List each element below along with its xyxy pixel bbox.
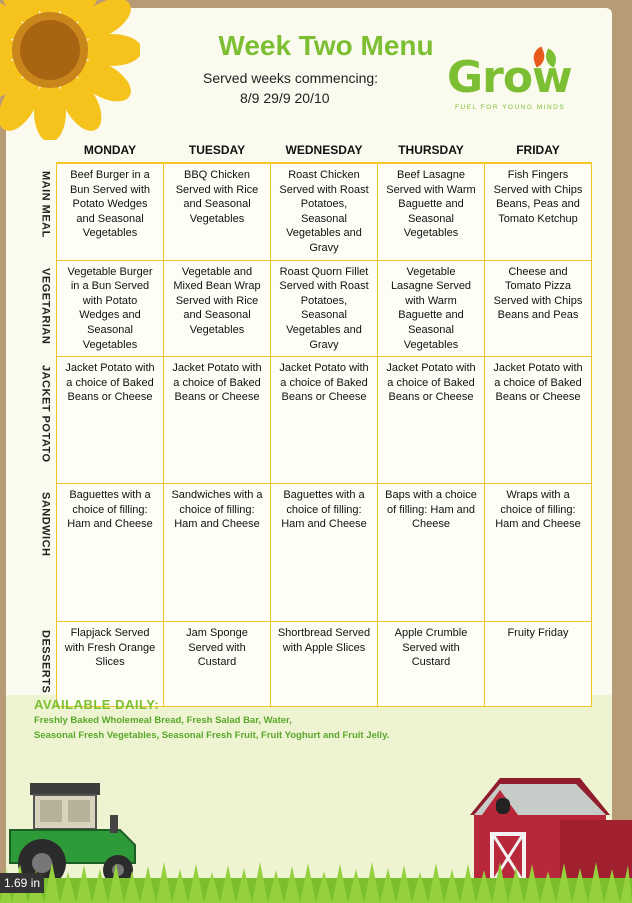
menu-title: Week Two Menu bbox=[218, 30, 434, 61]
menu-cell: Jacket Potato with a choice of Baked Beans or Cheese bbox=[485, 357, 592, 484]
menu-cell: Sandwiches with a choice of filling: Ham and Cheese bbox=[164, 484, 271, 622]
menu-cell: Vegetable Burger in a Bun Served with Potato Wedges and Seasonal Vegetables bbox=[57, 260, 164, 357]
served-weeks-label: Served weeks commencing: bbox=[203, 70, 379, 86]
menu-cell: Cheese and Tomato Pizza Served with Chips Beans and Peas bbox=[485, 260, 592, 357]
day-header: MONDAY bbox=[57, 138, 164, 163]
menu-cell: Fish Fingers Served with Chips Beans, Peas and Tomato Ketchup bbox=[485, 163, 592, 260]
menu-cell: Baguettes with a choice of filling: Ham and Cheese bbox=[57, 484, 164, 622]
zoom-indicator: 1.69 in bbox=[0, 873, 44, 893]
logo-tagline: FUEL FOR YOUNG MINDS bbox=[455, 104, 566, 111]
table-row bbox=[34, 357, 592, 484]
day-header: THURSDAY bbox=[378, 138, 485, 163]
available-daily-heading: AVAILABLE DAILY: bbox=[34, 697, 160, 712]
menu-cell: Jacket Potato with a choice of Baked Beans or Cheese bbox=[164, 357, 271, 484]
available-daily-line: Seasonal Fresh Vegetables, Seasonal Fresh Fruit, Fruit Yoghurt and Fruit Jelly. bbox=[34, 730, 390, 741]
menu-cell: Jacket Potato with a choice of Baked Beans or Cheese bbox=[271, 357, 378, 484]
menu-cell: Vegetable Lasagne Served with Warm Baguette and Seasonal Vegetables bbox=[378, 260, 485, 357]
menu-cell: Beef Lasagne Served with Warm Baguette and Seasonal Vegetables bbox=[378, 163, 485, 260]
served-dates: 8/9 29/9 20/10 bbox=[240, 90, 330, 106]
menu-cell: Shortbread Served with Apple Slices bbox=[271, 622, 378, 707]
table-row bbox=[34, 163, 592, 260]
row-label: VEGETARIAN bbox=[39, 268, 52, 345]
row-label: DESSERTS bbox=[39, 629, 52, 693]
table-row bbox=[34, 622, 592, 707]
row-label: JACKET POTATO bbox=[39, 364, 52, 463]
menu-cell: Fruity Friday bbox=[485, 622, 592, 707]
available-daily-line: Freshly Baked Wholemeal Bread, Fresh Salad Bar, Water, bbox=[34, 715, 292, 726]
sunflower-illustration bbox=[0, 0, 140, 140]
grow-logo bbox=[447, 48, 597, 118]
menu-cell: Baps with a choice of filling: Ham and Cheese bbox=[378, 484, 485, 622]
menu-cell: Roast Chicken Served with Roast Potatoes, Seasonal Vegetables and Gravy bbox=[271, 163, 378, 260]
menu-cell: Jacket Potato with a choice of Baked Beans or Cheese bbox=[378, 357, 485, 484]
row-label: MAIN MEAL bbox=[39, 171, 52, 238]
menu-cell: Apple Crumble Served with Custard bbox=[378, 622, 485, 707]
table-row bbox=[34, 260, 592, 357]
menu-cell: Roast Quorn Fillet Served with Roast Potatoes, Seasonal Vegetables and Gravy bbox=[271, 260, 378, 357]
day-header: TUESDAY bbox=[164, 138, 271, 163]
day-header: WEDNESDAY bbox=[271, 138, 378, 163]
menu-cell: Flapjack Served with Fresh Orange Slices bbox=[57, 622, 164, 707]
logo-wordmark: Grow bbox=[447, 52, 572, 103]
menu-cell: Beef Burger in a Bun Served with Potato Wedges and Seasonal Vegetables bbox=[57, 163, 164, 260]
menu-cell: Baguettes with a choice of filling: Ham and Cheese bbox=[271, 484, 378, 622]
day-header-row bbox=[34, 138, 592, 163]
row-label: SANDWICH bbox=[39, 491, 52, 557]
menu-cell: BBQ Chicken Served with Rice and Seasonal Vegetables bbox=[164, 163, 271, 260]
table-row bbox=[34, 484, 592, 622]
menu-cell: Wraps with a choice of filling: Ham and Cheese bbox=[485, 484, 592, 622]
menu-cell: Jam Sponge Served with Custard bbox=[164, 622, 271, 707]
menu-cell: Vegetable and Mixed Bean Wrap Served with Rice and Seasonal Vegetables bbox=[164, 260, 271, 357]
day-header: FRIDAY bbox=[485, 138, 592, 163]
menu-table bbox=[34, 138, 592, 707]
menu-cell: Jacket Potato with a choice of Baked Beans or Cheese bbox=[57, 357, 164, 484]
grass-illustration bbox=[0, 860, 632, 903]
